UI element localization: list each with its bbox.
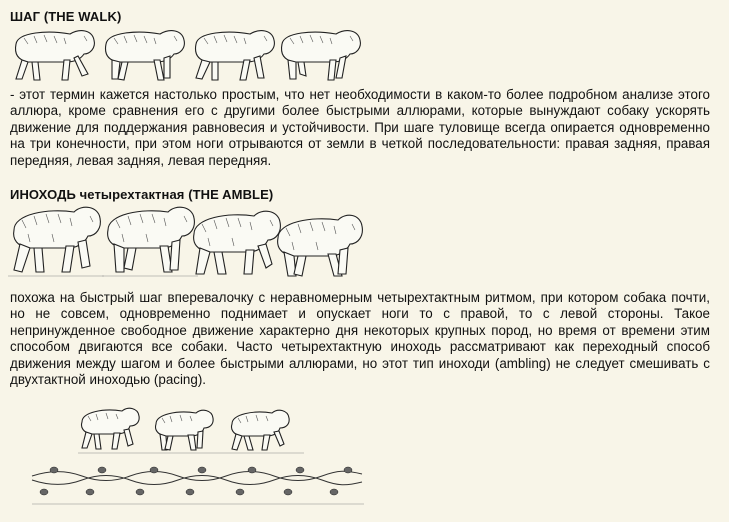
walk-description: - этот термин кажется настолько простым, что нет необходимости в каком-то более подробном анализе этого аллюра, кроме сравнения его с другими более быстрыми аллюрами, которые вынуждают собаку ускорять движение для поддержания равновесия и устойчивости. При шаге туловище всегда опирается одновременно на три конечности, при этом ноги отрываются от земли в четкой последовательности: правая задняя, правая передняя, левая задняя, левая передняя. — [10, 87, 710, 168]
walk-dog-3 — [196, 31, 275, 80]
amble-gait-illustration — [8, 200, 368, 282]
footprints-lower — [40, 489, 338, 495]
walk-dog-4 — [282, 31, 361, 80]
amble-dog-4 — [278, 215, 363, 276]
amble-small-dog-1 — [81, 408, 139, 449]
amble-description: похожа на быстрый шаг вперевалочку с неравномерным четырехтактным ритмом, при котором собака почти, но не совсем, одновременно поднимает и опускает ноги то с правой, то с левой стороны. Такое непринужденное свободное движение характерно дня некоторых крупных пород, но время от времени этим способом двигаются все собаки. Часто четырехтактную иноходь рассматривают как переходный способ движения между шагом и более быстрыми аллюрами, но этот тип иноходи (ambling) не следует смешивать с двухтактной иноходью (pacing). — [10, 290, 710, 388]
amble-dog-2 — [102, 207, 198, 276]
amble-small-dogs-illustration — [76, 404, 308, 456]
walk-dog-2 — [106, 31, 185, 80]
amble-dog-3 — [194, 211, 281, 274]
amble-dog-1 — [8, 207, 104, 276]
footprints-upper — [50, 467, 352, 473]
walk-gait-illustration — [8, 24, 368, 84]
amble-heading: ИНОХОДЬ четырехтактная (THE AMBLE) — [10, 187, 274, 202]
amble-footprint-diagram — [30, 462, 370, 510]
amble-small-dog-2 — [155, 410, 213, 450]
walk-dog-1 — [16, 31, 95, 80]
amble-small-dog-3 — [231, 410, 289, 450]
walk-heading: ШАГ (THE WALK) — [10, 9, 122, 24]
